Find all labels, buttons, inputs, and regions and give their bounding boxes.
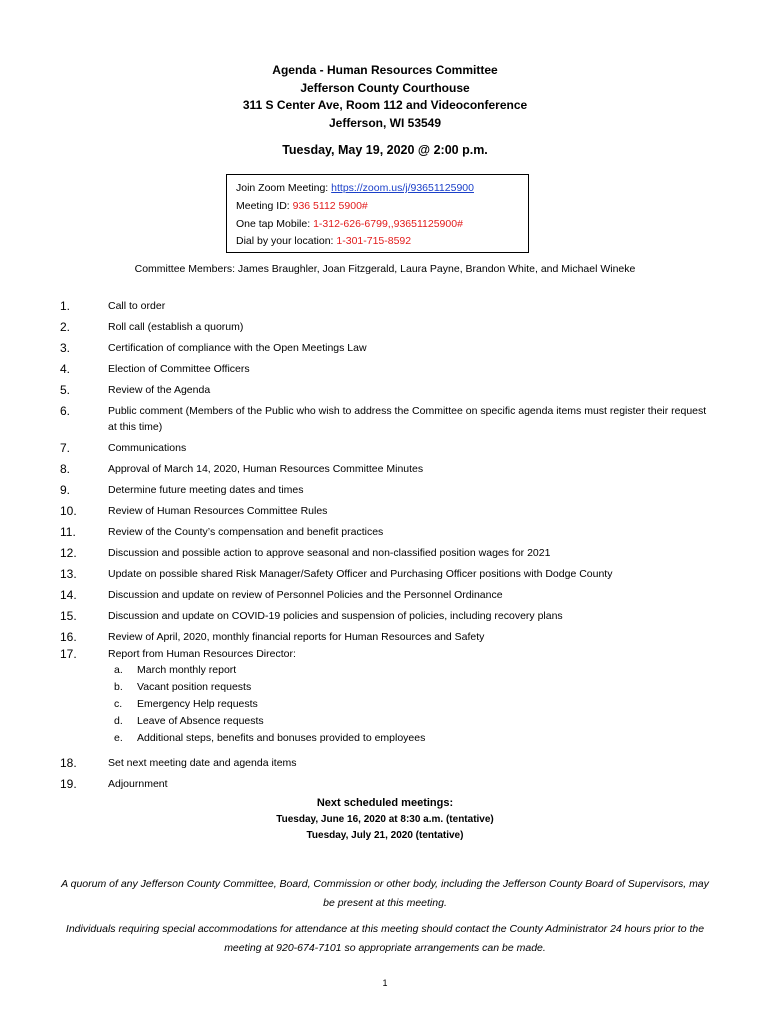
next-meeting-date: Tuesday, June 16, 2020 at 8:30 a.m. (tentative) — [276, 814, 494, 825]
page-title: Agenda - Human Resources Committee — [272, 63, 498, 77]
sub-item-letter: c. — [114, 698, 123, 710]
agenda-item-text: Call to order — [108, 300, 166, 312]
zoom-dial-label: Dial by your location: — [236, 235, 334, 248]
agenda-item-text: Public comment (Members of the Public who wish to address the Committee on specific agenda items must register their request at this time) — [108, 405, 707, 433]
agenda-item-number: 13. — [60, 567, 77, 581]
sub-item-letter: a. — [114, 664, 123, 676]
sub-item-text: Vacant position requests — [137, 681, 252, 693]
agenda-item-text: Review of Human Resources Committee Rules — [108, 505, 328, 517]
zoom-id-line — [236, 198, 528, 216]
address-line: 311 S Center Ave, Room 112 and Videoconference — [242, 98, 528, 112]
sub-item-text: Additional steps, benefits and bonuses provided to employees — [137, 732, 426, 744]
agenda-item-text: Review of the County’s compensation and benefit practices — [108, 526, 384, 538]
agenda-item-number: 12. — [60, 546, 77, 560]
agenda-item-text: Review of April, 2020, monthly financial reports for Human Resources and Safety — [108, 631, 485, 643]
agenda-item-text: Discussion and possible action to approve seasonal and non-classified position wages for 2021 — [108, 547, 551, 559]
zoom-tap-line — [236, 216, 528, 234]
next-meetings-title: Next scheduled meetings: — [316, 797, 454, 809]
agenda-item-text: Discussion and update on review of Personnel Policies and the Personnel Ordinance — [108, 589, 503, 601]
agenda-item-text: Roll call (establish a quorum) — [108, 321, 244, 333]
agenda-item-text: Adjournment — [108, 778, 168, 790]
agenda-item-number: 16. — [60, 630, 77, 644]
zoom-tap-label: One tap Mobile: — [236, 217, 311, 230]
zoom-id-label: Meeting ID: — [236, 199, 290, 212]
sub-item-text: Leave of Absence requests — [137, 715, 264, 727]
agenda-item-text: Discussion and update on COVID-19 policies and suspension of policies, including recovery plans — [108, 610, 563, 622]
zoom-join-label: Join Zoom Meeting: — [236, 182, 329, 194]
page-number: 1 — [382, 978, 388, 988]
agenda-item-number: 17. — [60, 647, 77, 661]
agenda-item-number: 7. — [60, 441, 71, 455]
zoom-join-link[interactable]: https://zoom.us/j/93651125900 — [331, 182, 474, 194]
committee-members: Committee Members: James Braughler, Joan Fitzgerald, Laura Payne, Brandon White, and Michael Wineke — [134, 263, 636, 275]
agenda-item-number: 18. — [60, 756, 77, 770]
accommodations-note: Individuals requiring special accommodations for attendance at this meeting should contact the County Administrator 24 hours prior to the meeting at 920-674-7101 so appropriate arrangements can be made. — [65, 923, 705, 954]
sub-item-letter: b. — [114, 681, 123, 693]
agenda-item-number: 11. — [60, 525, 76, 539]
agenda-item-number: 10. — [60, 504, 77, 518]
quorum-note: A quorum of any Jefferson County Committee, Board, Commission or other body, including the Jefferson County Board of Supervisors, may be present at this meeting. — [61, 878, 709, 909]
zoom-join-line — [236, 180, 528, 198]
agenda-item-number: 1. — [60, 299, 71, 313]
agenda-item-text: Review of the Agenda — [108, 384, 211, 396]
agenda-item-text: Election of Committee Officers — [108, 363, 250, 375]
agenda-item-number: 8. — [60, 462, 71, 476]
agenda-item-number: 5. — [60, 383, 71, 397]
agenda-item-number: 15. — [60, 609, 77, 623]
zoom-tap-value: 1-312-626-6799,,93651125900# — [313, 217, 463, 230]
agenda-item-number: 19. — [60, 777, 77, 791]
next-meeting-date: Tuesday, July 21, 2020 (tentative) — [306, 830, 464, 841]
agenda-item-number: 3. — [60, 341, 71, 355]
agenda-item-text: Approval of March 14, 2020, Human Resources Committee Minutes — [108, 463, 424, 475]
sub-item-letter: e. — [114, 732, 123, 744]
agenda-item-text: Update on possible shared Risk Manager/Safety Officer and Purchasing Officer positions with Dodge County — [108, 568, 613, 580]
agenda-item-text: Set next meeting date and agenda items — [108, 757, 297, 769]
agenda-item-text: Communications — [108, 442, 187, 454]
agenda-item-number: 14. — [60, 588, 77, 602]
agenda-item-number: 9. — [60, 483, 71, 497]
sub-item-text: March monthly report — [137, 664, 237, 676]
agenda-item-text: Report from Human Resources Director: — [108, 648, 296, 660]
city-line: Jefferson, WI 53549 — [328, 115, 442, 130]
zoom-info-box — [226, 174, 529, 253]
sub-item-text: Emergency Help requests — [137, 698, 258, 710]
agenda-item-number: 4. — [60, 362, 71, 376]
sub-item-letter: d. — [114, 715, 123, 727]
zoom-dial-value: 1-301-715-8592 — [336, 235, 412, 248]
location-name: Jefferson County Courthouse — [300, 80, 470, 95]
agenda-item-number: 2. — [60, 320, 71, 334]
zoom-dial-line — [236, 233, 528, 251]
meeting-date: Tuesday, May 19, 2020 @ 2:00 p.m. — [282, 143, 488, 157]
zoom-id-value: 936 5112 5900# — [292, 199, 368, 212]
agenda-item-number: 6. — [60, 404, 71, 418]
agenda-item-text: Determine future meeting dates and times — [108, 484, 304, 496]
agenda-item-text: Certification of compliance with the Open Meetings Law — [108, 342, 367, 354]
agenda-header — [0, 62, 770, 132]
